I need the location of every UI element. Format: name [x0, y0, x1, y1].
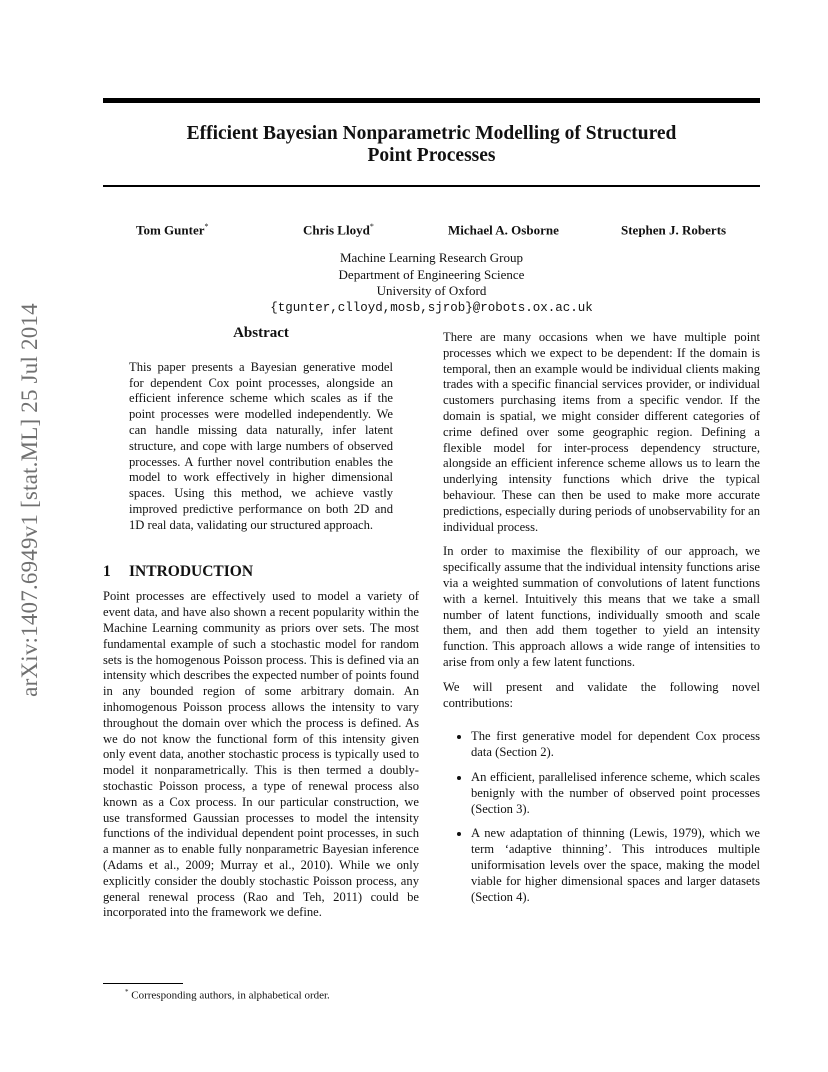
contribution-item: • The first generative model for dependent Cox process data (Section 2).	[471, 729, 760, 761]
arxiv-identifier: arXiv:1407.6949v1 [stat.ML] 25 Jul 2014	[17, 303, 42, 697]
intro-paragraph-4: We will present and validate the following novel contributions:	[443, 679, 760, 710]
footnote: * Corresponding authors, in alphabetical order.	[125, 988, 330, 1002]
right-column	[443, 330, 760, 914]
intro-paragraph-3: In order to maximise the flexibility of our approach, we specifically assume that the individual intensity functions arise via a weighted summation of convolutions of latent functions with a kernel. Intuitively this means that we take a small number of latent functions, individually smooth and scale them, and then add them together to yield an intensity function. This approach allows a wide range of intensities to arise from only a few latent functions.	[443, 544, 760, 669]
affiliation-group: Machine Learning Research Group	[339, 250, 523, 265]
contribution-item: • A new adaptation of thinning (Lewis, 1979), which we term ‘adaptive thinning’. This introduces multiple uniformisation levels over the space, making the model viable for higher dimensional spaces and larger datasets (Section 4).	[471, 826, 760, 905]
title-line-2: Point Processes	[367, 145, 496, 166]
contributions-list	[443, 729, 760, 905]
affiliation-university: University of Oxford	[376, 283, 487, 298]
intro-paragraph-1: Point processes are effectively used to model a variety of event data, and have also shown a recent popularity within the Machine Learning community as priors over sets. The most fundamental example of such a stochastic model for random sets is the homogenous Poisson process. This is defined via an intensity which describes the expected number of points found in any bounded region of some arbitrary domain. An inhomogenous Poisson process allows the intensity to vary throughout the domain over which the process is defined. As we do not know the functional form of this intensity given only event data, another stochastic process is typically used to model it nonparametrically. This is then termed a doubly-stochastic Poisson process, a type of renewal process also known as a Cox process. In our particular construction, we use transformed Gaussian processes to model the intensity functions of the individual dependent point processes, in such a manner as to enable fully nonparametric Bayesian inference (Adams et al., 2009; Murray et al., 2010). While we only explicitly consider the doubly stochastic Poisson process, any general renewal process (Rao and Teh, 2011) could be incorporated into the framework we define.	[103, 589, 419, 920]
title-line-1: Efficient Bayesian Nonparametric Modelling of Structured	[186, 123, 677, 144]
author-3: Michael A. Osborne	[448, 222, 559, 238]
abstract-heading: Abstract	[233, 325, 289, 341]
arxiv-sidebar-stamp	[0, 290, 60, 710]
contribution-item: • An efficient, parallelised inference scheme, which scales benignly with the number of observed point processes (Section 3).	[471, 770, 760, 817]
top-rule	[103, 98, 760, 103]
paper-title	[103, 123, 760, 167]
author-list	[103, 222, 760, 240]
affiliation	[103, 250, 760, 316]
abstract-text: This paper presents a Bayesian generative model for dependent Cox point processes, alongside an efficient inference scheme which scales as if the point processes were modelled independently. We can handle missing data naturally, infer latent structure, and cope with large numbers of observed processes. A further novel contribution enables the model to work effectively in higher dimensional spaces. Using this method, we achieve vastly improved predictive performance on both 2D and 1D real data, validating our structured approach.	[129, 359, 393, 532]
author-2: Chris Lloyd*	[303, 222, 374, 238]
intro-paragraph-2: There are many occasions when we have multiple point processes which we expect to be dependent: If the domain is temporal, then an example would be individual clients making trades with a specific financial services provider, or individual customers purchasing items from a specific vendor. If the domain is spatial, we might consider different categories of crime defined over some geographic region. Defining a flexible model for inter-process dependency structure, alongside an efficient inference scheme allows us to learn the underlying intensity functions which drive the typical behaviour. These can then be used to make more accurate predictions, especially during periods of unobservability for an individual process.	[443, 330, 760, 534]
left-column	[103, 326, 419, 930]
author-4: Stephen J. Roberts	[621, 222, 727, 238]
affiliation-department: Department of Engineering Science	[338, 266, 525, 282]
author-1: Tom Gunter*	[136, 222, 209, 238]
title-rule	[103, 185, 760, 187]
author-emails: {tgunter,clloyd,mosb,sjrob}@robots.ox.ac.uk	[270, 300, 593, 315]
section-heading-introduction: 1 INTRODUCTION	[103, 562, 254, 580]
footnote-rule	[103, 983, 183, 984]
